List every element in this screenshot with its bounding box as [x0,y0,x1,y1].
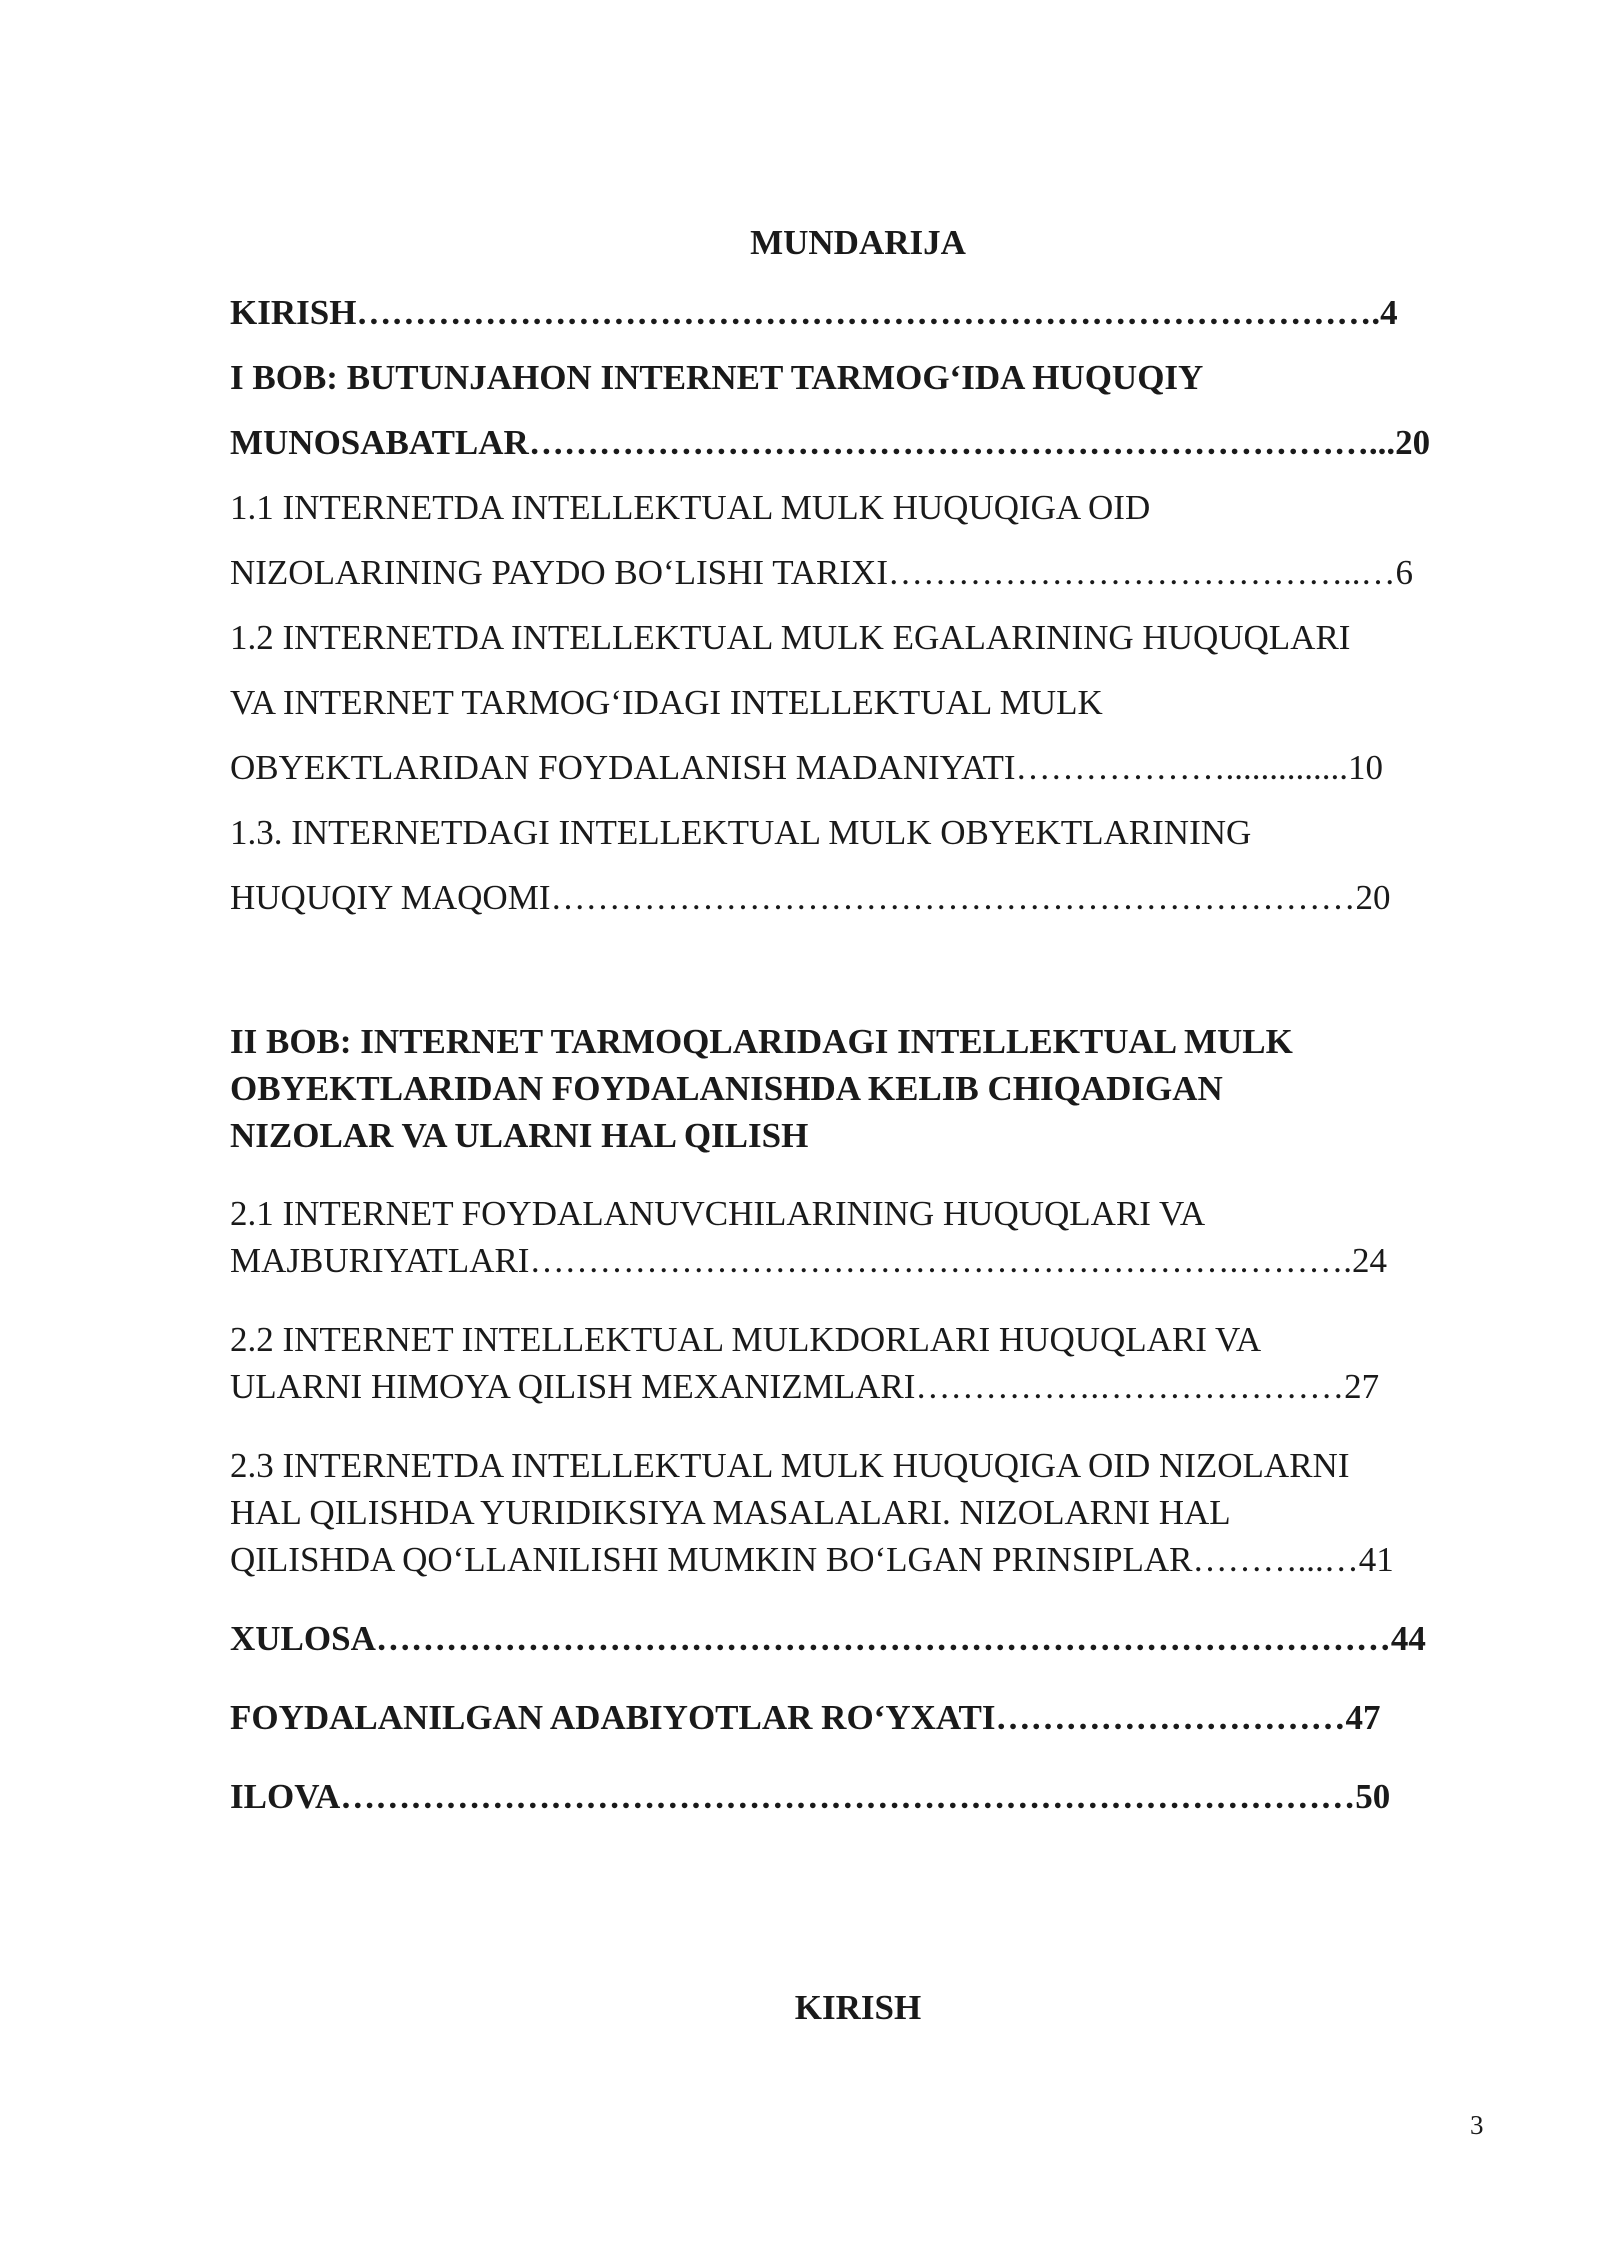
toc-entry-chapter2-title-line1: II BOB: INTERNET TARMOQLARIDAGI INTELLEKTUAL MULK [230,1022,1293,1061]
toc-entry-kirish: KIRISH…………………………………………………………………………….4 [230,293,1398,332]
toc-entry-2-3-line2: HAL QILISHDA YURIDIKSIYA MASALALARI. NIZOLARNI HAL [230,1493,1231,1532]
toc-entry-1-2-line3: OBYEKTLARIDAN FOYDALANISH MADANIYATI………………..............10 [230,748,1384,787]
toc-entry-2-1-line2: MAJBURIYATLARI…………………………………………………….……….24 [230,1241,1387,1280]
toc-entry-1-2-line2: VA INTERNET TARMOG‘IDAGI INTELLEKTUAL MULK [230,683,1103,722]
toc-entry-chapter2-title-line3: NIZOLAR VA ULARNI HAL QILISH [230,1116,809,1155]
toc-title: MUNDARIJA [750,223,966,262]
section-title-kirish: KIRISH [794,1988,922,2027]
page-number: 3 [1470,2110,1484,2140]
toc-entry-1-2-line1: 1.2 INTERNETDA INTELLEKTUAL MULK EGALARINING HUQUQLARI [230,618,1351,657]
toc-entry-chapter2-title-line2: OBYEKTLARIDAN FOYDALANISHDA KELIB CHIQADIGAN [230,1069,1223,1108]
toc-entry-1-3-line2: HUQUQIY MAQOMI……………………………………………………………20 [230,878,1391,917]
toc-entry-xulosa: XULOSA……………………………………………………………………………44 [230,1619,1426,1658]
toc-entry-ilova: ILOVA……………………………………………………………………………50 [230,1777,1391,1816]
toc-entry-1-1-line2: NIZOLARINING PAYDO BO‘LISHI TARIXI…………………………………..…6 [230,553,1413,592]
toc-entry-1-1-line1: 1.1 INTERNETDA INTELLEKTUAL MULK HUQUQIGA OID [230,488,1151,527]
toc-entry-1-3-line1: 1.3. INTERNETDAGI INTELLEKTUAL MULK OBYEKTLARINING [230,813,1252,852]
toc-entry-2-1-line1: 2.1 INTERNET FOYDALANUVCHILARINING HUQUQLARI VA [230,1194,1206,1233]
toc-entry-references: FOYDALANILGAN ADABIYOTLAR RO‘YXATI…………………………47 [230,1698,1381,1737]
toc-entry-2-2-line1: 2.2 INTERNET INTELLEKTUAL MULKDORLARI HUQUQLARI VA [230,1320,1262,1359]
toc-entry-2-2-line2: ULARNI HIMOYA QILISH MEXANIZMLARI…………….…………………27 [230,1367,1380,1406]
toc-entry-chapter1-title-line2: MUNOSABATLAR………………………………………………………………...20 [230,423,1431,462]
toc-entry-2-3-line3: QILISHDA QO‘LLANILISHI MUMKIN BO‘LGAN PRINSIPLAR………...…41 [230,1540,1394,1579]
toc-entry-2-3-line1: 2.3 INTERNETDA INTELLEKTUAL MULK HUQUQIGA OID NIZOLARNI [230,1446,1350,1485]
toc-entry-chapter1-title-line1: I BOB: BUTUNJAHON INTERNET TARMOG‘IDA HUQUQIY [230,358,1204,397]
